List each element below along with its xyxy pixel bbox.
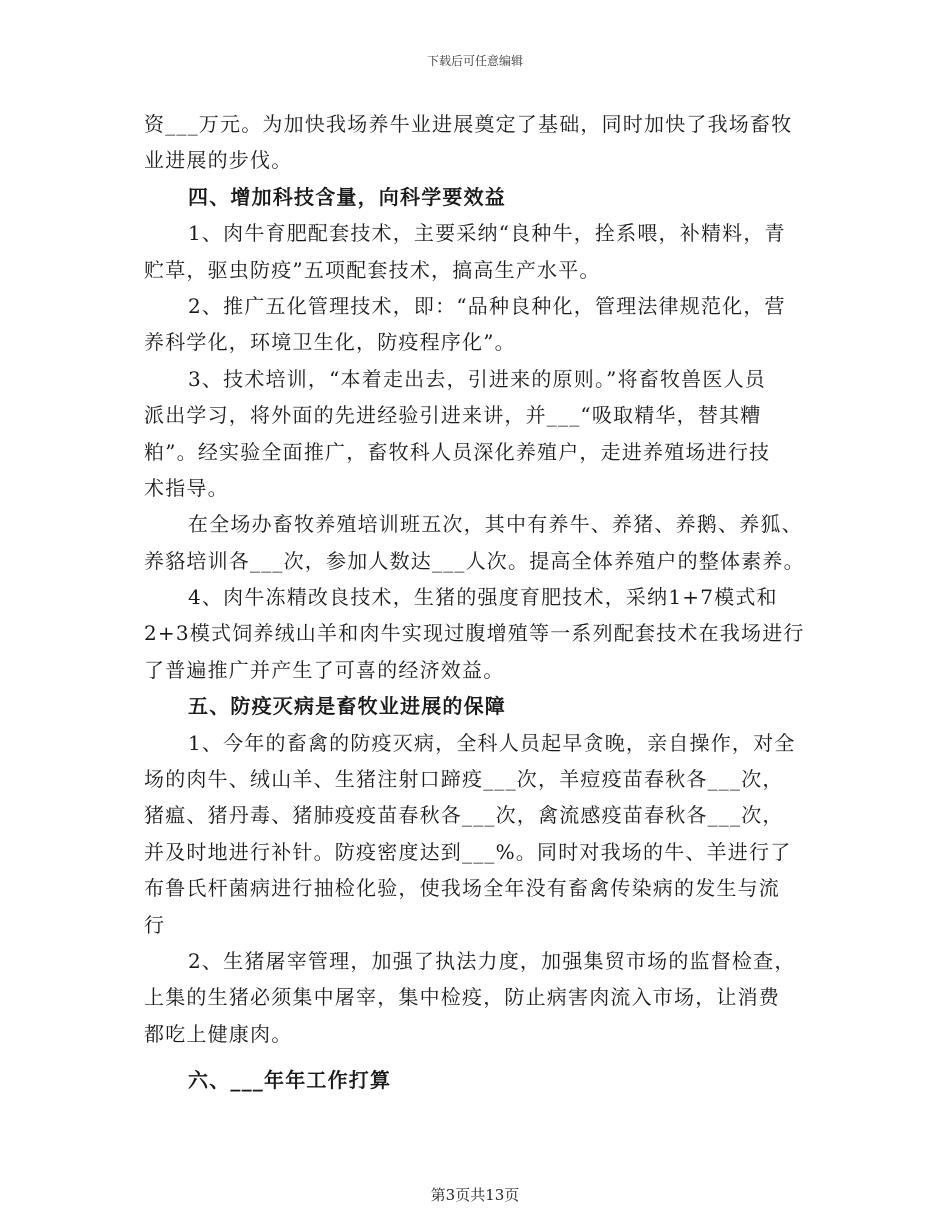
body-line: 养科学化，环境卫生化，防疫程序化”。 [144, 330, 516, 355]
body-line: 布鲁氏杆菌病进行抽检化验，使我场全年没有畜禽传染病的发生与流 [144, 876, 780, 901]
body-line: 行 [144, 912, 166, 937]
body-line: 贮草，驱虫防疫”五项配套技术，搞高生产水平。 [144, 257, 601, 282]
body-line: 1、肉牛育肥配套技术，主要采纳“良种牛，拴系喂，补精料，青 [188, 221, 786, 246]
body-line: 2、生猪屠宰管理，加强了执法力度，加强集贸市场的监督检查， [188, 948, 796, 973]
page-header-note: 下载后可任意编辑 [426, 54, 523, 68]
document-body [144, 106, 808, 1099]
section-heading-4: 四、增加科技含量，向科学要效益 [188, 184, 506, 209]
body-line: 2、推广五化管理技术，即：“品种良种化，管理法律规范化，营 [188, 293, 786, 318]
spacer [144, 1052, 808, 1062]
page-number: 第3页共13页 [430, 1186, 520, 1204]
body-line: 2+3模式饲养绒山羊和肉牛实现过腹增殖等一系列配套技术在我场进行 [144, 621, 805, 646]
section-heading-5: 五、防疫灭病是畜牧业进展的保障 [188, 694, 506, 719]
body-line: 术指导。 [144, 475, 229, 500]
body-line: 业进展的步伐。 [144, 148, 293, 173]
body-line: 场的肉牛、绒山羊、生猪注射口蹄疫___次，羊痘疫苗春秋各___次， [144, 767, 784, 792]
body-line: 猪瘟、猪丹毒、猪肺疫疫苗春秋各___次，禽流感疫苗春秋各___次， [144, 803, 784, 828]
body-line: 资___万元。为加快我场养牛业进展奠定了基础，同时加快了我场畜牧 [144, 112, 793, 136]
body-line: 都吃上健康肉。 [144, 1021, 293, 1046]
body-line: 在全场办畜牧养殖培训班五次，其中有养牛、养猪、养鹅、养狐、 [188, 512, 803, 537]
body-line: 上集的生猪必须集中屠宰，集中检疫，防止病害肉流入市场，让消费 [144, 985, 780, 1010]
body-line: 派出学习，将外面的先进经验引进来讲，并___“吸取精华，替其糟 [144, 403, 762, 428]
section-heading-6: 六、___年年工作打算 [188, 1068, 392, 1093]
body-line: 1、今年的畜禽的防疫灭病，全科人员起早贪晚，亲自操作，对全 [188, 730, 796, 755]
body-line: 养貉培训各___次，参加人数达___人次。提高全体养殖户的整体素养。 [144, 548, 805, 573]
body-line: 3、技术培训，“本着走出去，引进来的原则。”将畜牧兽医人员 [188, 366, 766, 391]
body-line: 了普遍推广并产生了可喜的经济效益。 [144, 657, 505, 682]
body-line: 4、肉牛冻精改良技术，生猪的强度育肥技术，采纳1+7模式和 [188, 585, 778, 610]
body-line: 粕”。经实验全面推广，畜牧科人员深化养殖户，走进养殖场进行技 [144, 439, 771, 464]
body-line: 并及时地进行补针。防疫密度达到___%。同时对我场的牛、羊进行了 [144, 839, 792, 864]
